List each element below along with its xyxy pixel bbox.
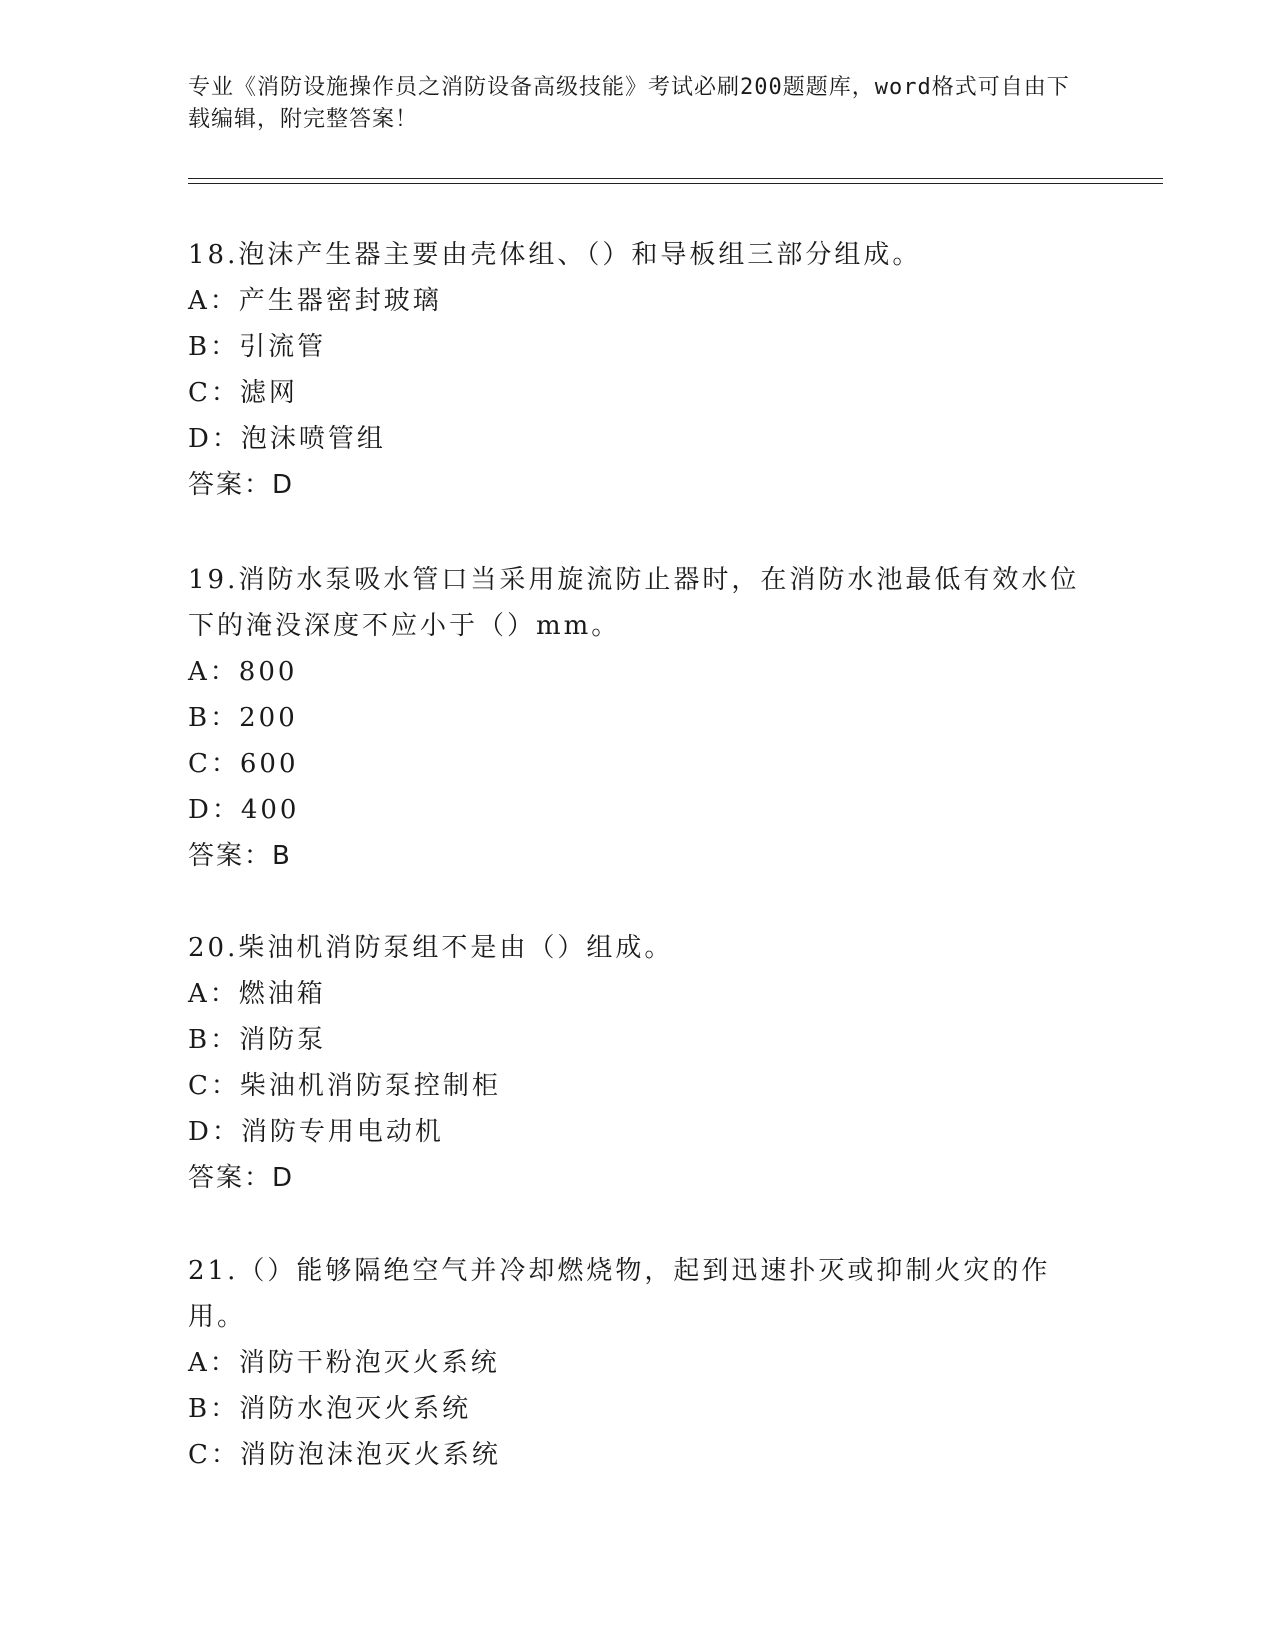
question-stem: 18.泡沫产生器主要由壳体组、（）和导板组三部分组成。 bbox=[188, 240, 922, 270]
answer: 答案：D bbox=[188, 470, 295, 500]
option-d: D：消防专用电动机 bbox=[188, 1117, 444, 1147]
option-c: C：消防泡沫泡灭火系统 bbox=[188, 1440, 501, 1470]
header-divider-top bbox=[188, 178, 1163, 179]
option-b: B：引流管 bbox=[188, 332, 327, 362]
question-19 bbox=[188, 557, 1088, 879]
option-d: D：400 bbox=[188, 795, 300, 825]
option-b: B：200 bbox=[188, 703, 298, 733]
question-20 bbox=[188, 925, 1088, 1201]
option-a: A：800 bbox=[188, 657, 298, 687]
option-d: D：泡沫喷管组 bbox=[188, 424, 386, 454]
question-21 bbox=[188, 1248, 1088, 1478]
option-b: B：消防水泡灭火系统 bbox=[188, 1394, 472, 1424]
option-c: C：滤网 bbox=[188, 378, 298, 408]
question-stem: 20.柴油机消防泵组不是由（）组成。 bbox=[188, 933, 674, 963]
option-c: C：600 bbox=[188, 749, 299, 779]
question-stem: 19.消防水泵吸水管口当采用旋流防止器时，在消防水池最低有效水位下的淹没深度不应小于（）mm。 bbox=[188, 565, 1080, 641]
answer: 答案：B bbox=[188, 841, 292, 871]
option-c: C：柴油机消防泵控制柜 bbox=[188, 1071, 501, 1101]
answer: 答案：D bbox=[188, 1163, 295, 1193]
option-b: B：消防泵 bbox=[188, 1025, 327, 1055]
option-a: A：燃油箱 bbox=[188, 979, 326, 1009]
option-a: A：消防干粉泡灭火系统 bbox=[188, 1348, 500, 1378]
document-header: 专业《消防设施操作员之消防设备高级技能》考试必刷200题题库，word格式可自由下载编辑，附完整答案！ bbox=[188, 75, 1070, 132]
option-a: A：产生器密封玻璃 bbox=[188, 286, 442, 316]
header-divider-bottom bbox=[188, 183, 1163, 184]
question-18 bbox=[188, 232, 1088, 508]
question-stem: 21.（）能够隔绝空气并冷却燃烧物，起到迅速扑灭或抑制火灾的作用。 bbox=[188, 1256, 1051, 1332]
